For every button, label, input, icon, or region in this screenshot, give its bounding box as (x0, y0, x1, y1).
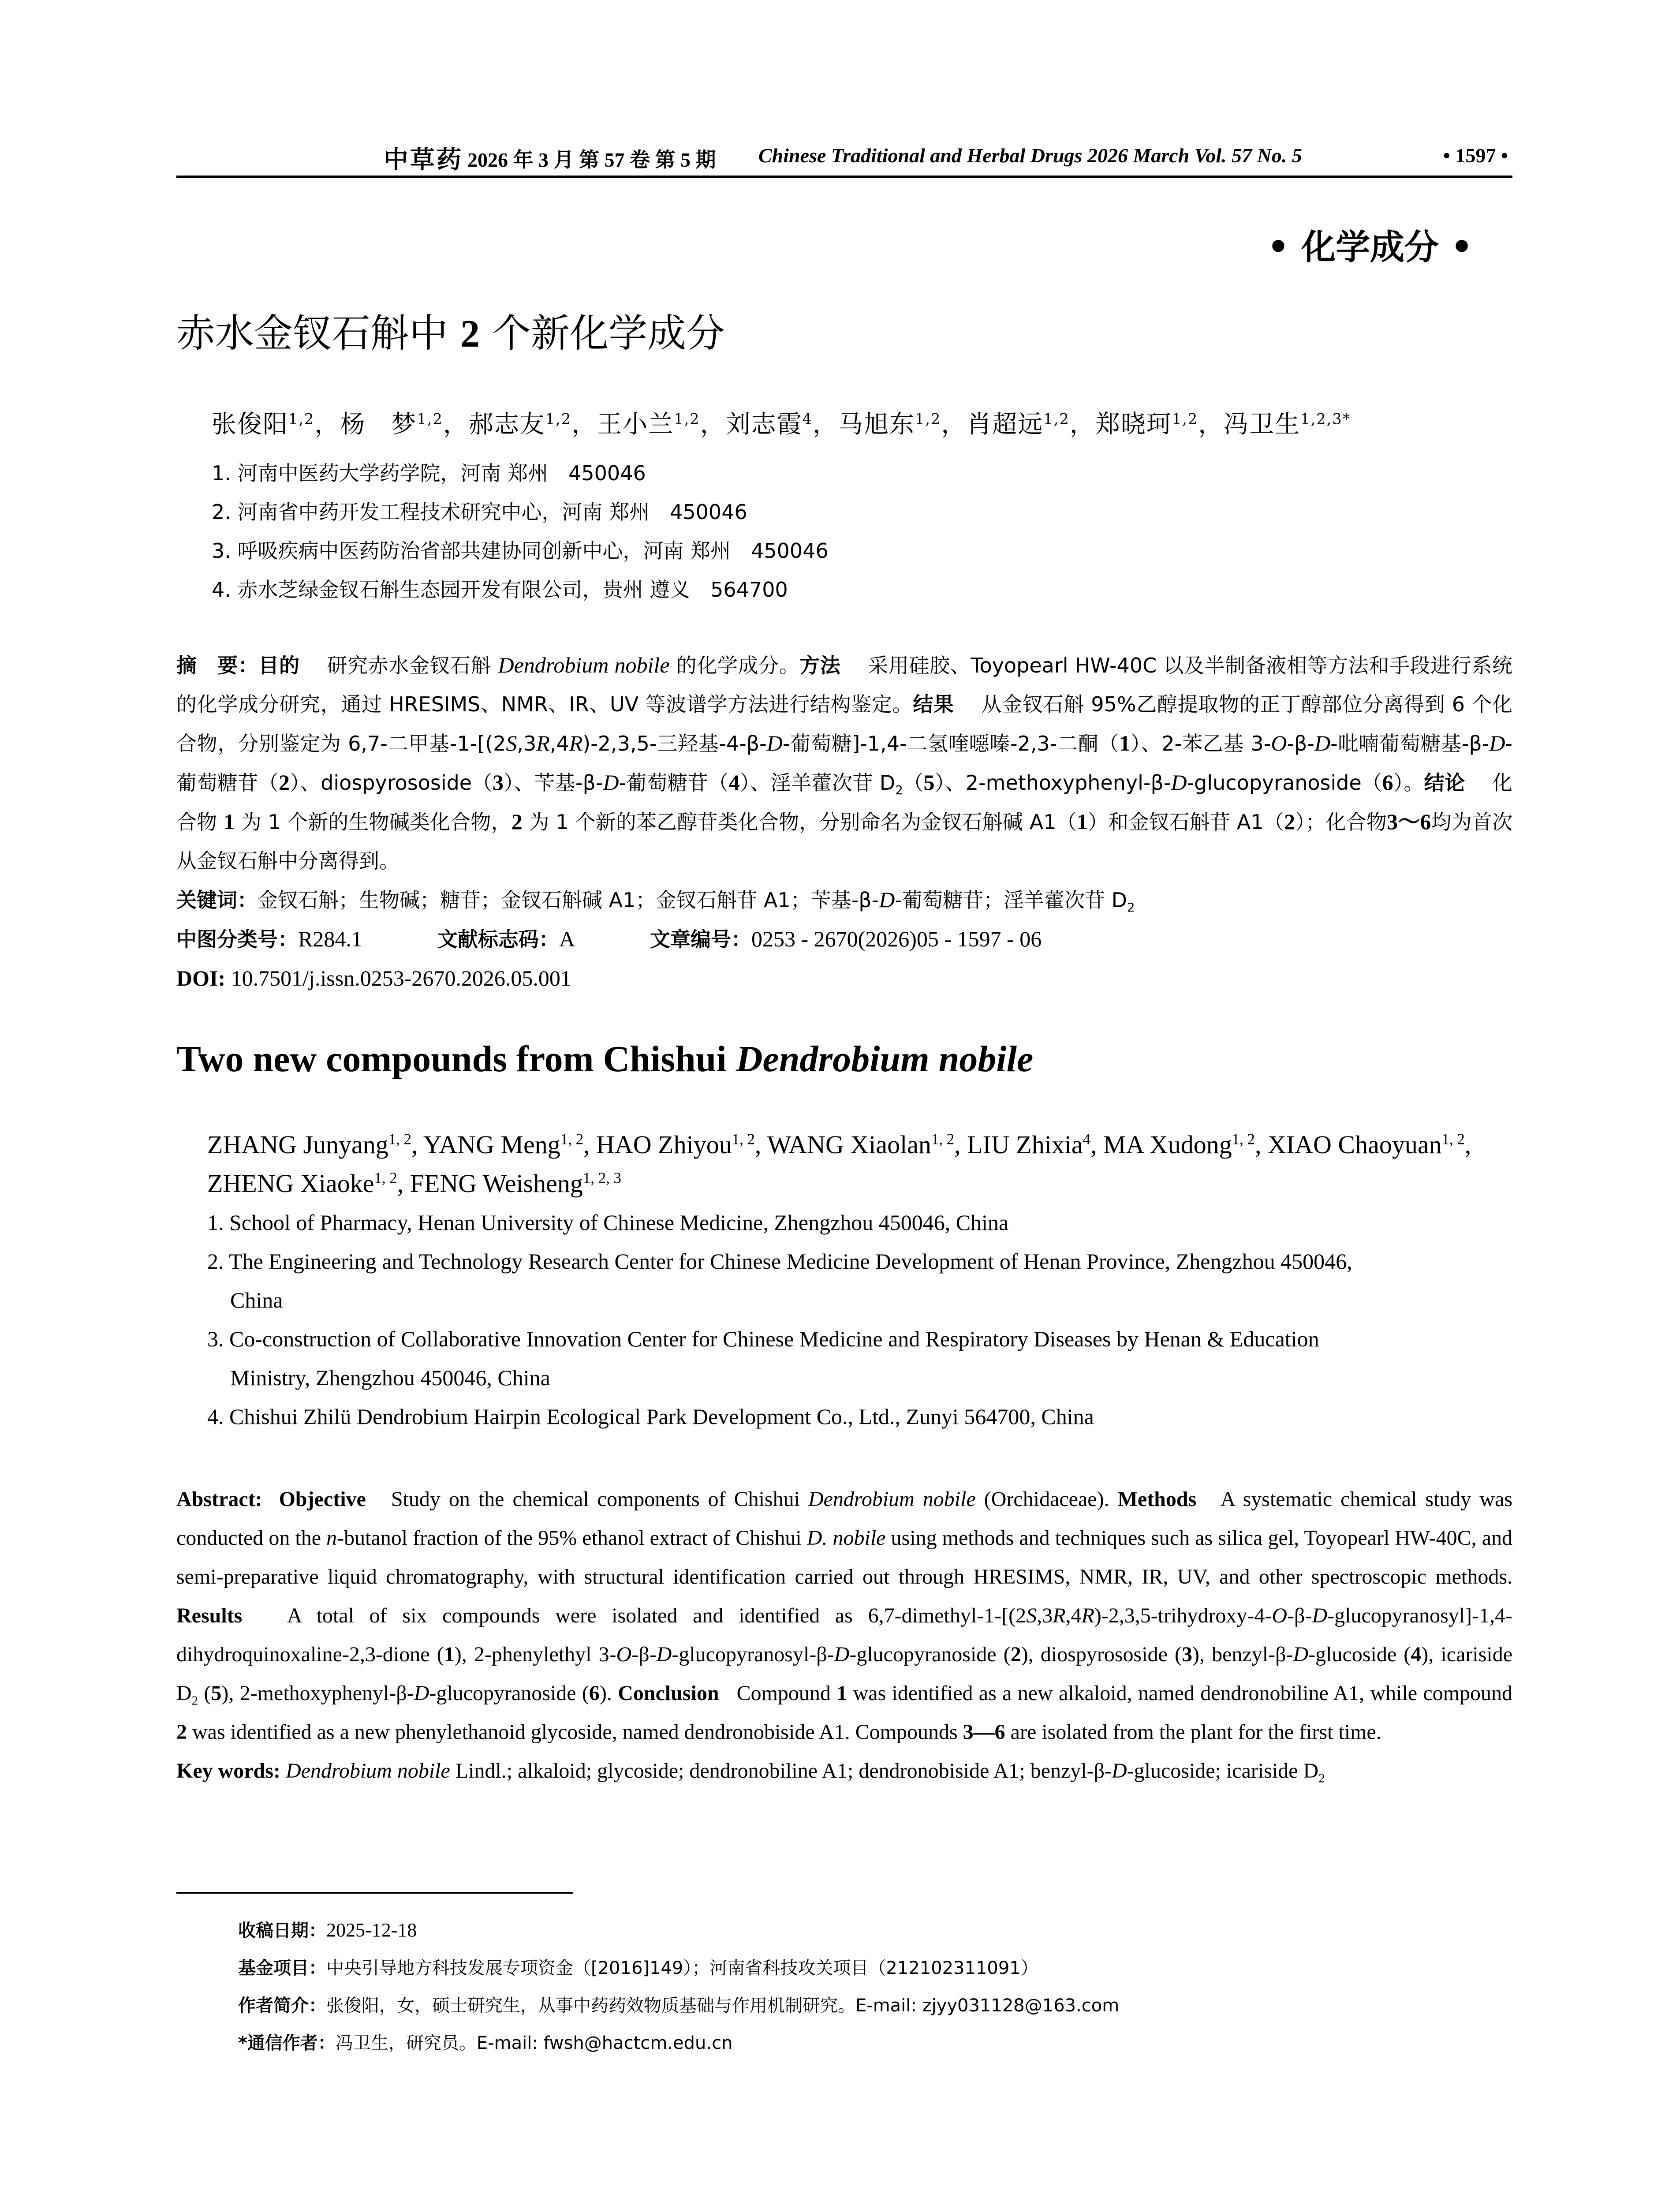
title-en-text: Two new compounds from Chishui (176, 1039, 727, 1080)
author-affiliation-mark: 1, 2 (1441, 1130, 1465, 1148)
compound-number: 2 (176, 1720, 187, 1744)
results-fragment: -glucopyranoside ( (429, 1682, 589, 1705)
results-fragment: -glucopyranosyl]-1,4-dihydroquinoxaline-2,3-dione ( (176, 1604, 1513, 1666)
affiliations-en (176, 1203, 1512, 1436)
compound-range: 3～6 (1387, 809, 1431, 834)
config-o: O (1272, 1604, 1288, 1627)
article-number-value: 0253 - 2670(2026)05 - 1597 - 06 (751, 927, 1042, 951)
stereo-r: R (569, 731, 583, 755)
affiliation-en-4-text: 4. Chishui Zhilü Dendrobium Hairpin Ecological Park Development Co., Ltd., Zunyi 564700, China (207, 1404, 1094, 1429)
results-fragment: ,3 (517, 732, 537, 755)
running-header (176, 140, 1512, 176)
author-cn: 张俊阳 (212, 410, 288, 439)
footnote-author-bio (238, 1987, 1512, 2025)
affiliation-en-1 (207, 1203, 1512, 1242)
objective-text-cn: 研究赤水金钗石斛 (327, 654, 492, 677)
results-fragment: ), benzyl-β- (1192, 1643, 1293, 1666)
results-fragment: ）、苄基-β- (503, 771, 603, 795)
affiliation-en-4 (207, 1397, 1512, 1436)
results-fragment: ）。 (1393, 771, 1424, 795)
config-d: D (1171, 770, 1187, 795)
bio-value: 张俊阳，女，硕士研究生，从事中药药效物质基础与作用机制研究。E-mail: zjyy031128@163.com (326, 1996, 1120, 2016)
author-en: FENG Weisheng (410, 1169, 583, 1198)
compound-number: 5 (211, 1682, 222, 1705)
methods-text-cn: 采用硅胶、Toyopearl HW-40C 以及半制备液相等方法和手段进行系统的化学成分研究，通过 HRESIMS、NMR、IR、UV 等波谱学方法进行结构鉴定。 (176, 654, 1513, 716)
author-list-en: ZHANG Junyang$^{1, 2}$, YANG Meng$^{1, 2}$, HAO Zhiyou$^{1, 2}$, WANG Xiaolan$^{1, 2}$, LIU Zhixia$^4$, MA Xudong$^{1, 2}$, XIAO Chaoyuan$^{1, 2}$, ZHENG Xiaoke$^{1, 2}$, FENG Weisheng$^{1, 2, 3}$ (207, 1130, 1471, 1198)
issue-info-en (758, 144, 1302, 167)
doi-line (176, 959, 1512, 998)
conclusion-fragment: ）和金钗石斛苷 A1（ (1087, 810, 1284, 834)
results-text-cn: 从金钗石斛 95%乙醇提取物的正丁醇部位分离得到 6 个化合物，分别鉴定为 6,7-二甲基-1-[(2 (176, 692, 1512, 755)
conclusion-label-en: Conclusion (618, 1682, 719, 1705)
compound-number: 5 (923, 770, 935, 795)
objective-label-cn: 目的 (258, 654, 300, 677)
title-cn-part1: 赤水金钗石斛中 (176, 310, 448, 356)
stereo-s: S (506, 731, 517, 755)
author-affiliation-mark: 1,2 (1172, 410, 1198, 428)
keywords-text-cn-2: -葡萄糖苷；淫羊藿次苷 D (895, 888, 1127, 912)
conclusion-fragment: was identified as a new phenylethanoid glycoside, named dendronobiside A1. Compounds (192, 1720, 958, 1744)
compound-number: 4 (728, 770, 740, 795)
results-fragment: )-2,3,5-三羟基-4-β- (582, 732, 767, 755)
author-cn: 杨 梦 (340, 410, 417, 439)
compound-number: 1 (1076, 809, 1088, 834)
abstract-en-label: Abstract: (176, 1487, 262, 1511)
affiliation-en-1-text: 1. School of Pharmacy, Henan University of Chinese Medicine, Zhengzhou 450046, China (207, 1210, 1009, 1235)
corresponding-value: 冯卫生，研究员。E-mail: fwsh@hactcm.edu.cn (335, 2033, 733, 2053)
author-affiliation-mark: 1,2 (417, 410, 443, 428)
species-name: Dendrobium nobile (285, 1759, 450, 1783)
author-affiliation-mark: 1, 2 (388, 1130, 411, 1148)
author-en: ZHANG Junyang (207, 1130, 388, 1159)
conclusion-fragment: 化合物 (176, 771, 1513, 834)
subscript: 2 (191, 1693, 198, 1708)
author-affiliation-mark: 1,2,3* (1300, 410, 1351, 428)
journal-name-en: Chinese Traditional and Herbal Drugs (758, 144, 1083, 167)
config-d: D (656, 1643, 672, 1666)
affiliation-en-2-cont: China (230, 1288, 283, 1312)
config-d: D (1312, 1604, 1328, 1627)
conclusion-fragment: 为 1 个新的苯乙醇苷类化合物，分别命名为金钗石斛碱 A1（ (529, 810, 1077, 834)
footnote-received (238, 1911, 1512, 1950)
config-d: D (603, 770, 619, 795)
abstract-cn-label: 摘 要： (176, 654, 259, 677)
results-fragment: A total of six compounds were isolated and identified as 6,7-dimethyl-1-[(2 (287, 1604, 1027, 1627)
doi-link[interactable]: 10.7501/j.issn.0253-2670.2026.05.001 (231, 966, 571, 990)
stereo-s: S (1026, 1604, 1037, 1627)
keywords-text-en: Lindl.; alkaloid; glycoside; dendronobiline A1; dendronobiside A1; benzyl-β- (455, 1759, 1112, 1783)
config-d: D (1111, 1759, 1127, 1783)
keywords-text-cn: 金钗石斛；生物碱；糖苷；金钗石斛碱 A1；金钗石斛苷 A1；苄基-β- (258, 888, 879, 912)
title-cn-number: 2 (460, 313, 480, 355)
author-en: XIAO Chaoyuan (1267, 1130, 1442, 1159)
objective-text-en: Study on the chemical components of Chishui (391, 1487, 800, 1511)
bio-label: 作者简介： (238, 1996, 326, 2016)
subscript: 2 (895, 783, 903, 798)
results-fragment: ）、2-苯乙基 3- (1130, 732, 1271, 755)
compound-number: 1 (836, 1682, 847, 1705)
objective-text-cn-2: 的化学成分。 (676, 654, 800, 677)
stereo-r: R (536, 731, 550, 755)
author-en: MA Xudong (1103, 1130, 1232, 1159)
methods-label-en: Methods (1117, 1487, 1197, 1511)
author-cn: 郝志友 (468, 410, 545, 439)
footnote-rule (176, 1892, 573, 1894)
affiliation-en-3-cont: Ministry, Zhengzhou 450046, China (230, 1365, 550, 1390)
compound-number: 6 (1382, 770, 1393, 795)
author-affiliation-mark: 1, 2 (931, 1130, 955, 1148)
conclusion-fragment: was identified as a new alkaloid, named dendronobiline A1, while compound (853, 1682, 1513, 1705)
author-affiliation-mark: 1,2 (545, 410, 572, 428)
author-cn: 王小兰 (597, 410, 674, 439)
page-number: • 1597 • (1443, 144, 1508, 167)
fund-label: 基金项目： (238, 1958, 326, 1978)
doc-code-value: A (559, 927, 575, 951)
affiliation-en-2 (207, 1242, 1512, 1319)
journal-name-cn: 中草药 (384, 146, 463, 174)
config-o: O (616, 1643, 632, 1666)
abstract-cn (176, 646, 1512, 880)
received-date: 2025-12-18 (326, 1919, 417, 1941)
affiliation-en-3-text: 3. Co-construction of Collaborative Innovation Center for Chinese Medicine and Respiratory Diseases by Henan & Education (207, 1327, 1319, 1351)
affiliation-en-3 (207, 1319, 1512, 1397)
author-affiliation-mark: 1, 2 (1232, 1130, 1255, 1148)
results-fragment: -吡喃葡萄糖基-β- (1330, 732, 1490, 755)
author-affiliation-mark: 1, 2 (732, 1130, 755, 1148)
author-en: ZHENG Xiaoke (207, 1169, 374, 1198)
n-prefix: n (326, 1526, 337, 1550)
results-fragment: -β- (1287, 732, 1314, 755)
compound-number: 1 (444, 1643, 455, 1666)
compound-number: 1 (1119, 731, 1131, 755)
results-fragment: ,3 (1037, 1604, 1053, 1627)
subscript: 2 (1127, 900, 1135, 915)
compound-number: 6 (589, 1682, 600, 1705)
compound-number: 3 (1182, 1643, 1193, 1666)
config-d: D (1293, 1643, 1309, 1666)
affiliations-cn (176, 454, 1512, 609)
config-d: D (879, 887, 895, 912)
species-name: Dendrobium nobile (808, 1487, 976, 1511)
author-affiliation-mark: 4 (1083, 1130, 1091, 1148)
methods-text-en-2: -butanol fraction of the 95% ethanol extract of Chishui (337, 1526, 802, 1550)
config-o: O (1271, 731, 1287, 755)
page-title-cn (176, 309, 1512, 359)
author-cn: 郑晓珂 (1095, 410, 1172, 439)
species-name: Dendrobium nobile (498, 653, 670, 677)
config-d: D (1489, 731, 1505, 755)
results-fragment: ), diospyrososide ( (1021, 1643, 1182, 1666)
author-affiliation-mark: 1,2 (674, 410, 700, 428)
author-en: LIU Zhixia (967, 1130, 1083, 1159)
conclusion-fragment: Compound (736, 1682, 831, 1705)
methods-label-cn: 方法 (799, 654, 841, 677)
results-fragment: -glucopyranoside ( (849, 1643, 1011, 1666)
compound-number: 2 (1284, 809, 1295, 834)
results-fragment: ). (599, 1682, 612, 1705)
conclusion-fragment: 为 1 个新的生物碱类化合物， (241, 810, 511, 834)
results-fragment: -葡萄糖]-1,4-二氢喹噁嗪-2,3-二酮（ (782, 732, 1120, 755)
author-en: WANG Xiaolan (767, 1130, 931, 1159)
config-d: D (766, 731, 783, 755)
objective-text-en-2: (Orchidaceae). (984, 1487, 1109, 1511)
subscript: 2 (1318, 1771, 1325, 1786)
stereo-r: R (1081, 1604, 1094, 1627)
objective-label-en: Objective (279, 1487, 366, 1511)
compound-number: 4 (1411, 1643, 1422, 1666)
results-fragment: -glucopyranosyl-β- (672, 1643, 834, 1666)
keywords-en (176, 1752, 1512, 1790)
compound-number: 1 (224, 809, 235, 834)
title-cn-part2: 个新化学成分 (492, 310, 725, 356)
footnote-fund (238, 1950, 1512, 1987)
stereo-r: R (1053, 1604, 1066, 1627)
compound-range: 3—6 (963, 1720, 1005, 1744)
affiliation-en-2-text: 2. The Engineering and Technology Research Center for Chinese Medicine Development of Henan Province, Zhengzhou 450046, (207, 1249, 1352, 1274)
conclusion-fragment: are isolated from the plant for the first time. (1010, 1720, 1381, 1744)
author-affiliation-mark: 1,2 (1043, 410, 1070, 428)
results-label-cn: 结果 (913, 692, 954, 716)
conclusion-fragment: 均为首次从金钗石斛中分离得到。 (176, 810, 1513, 873)
classification-line (176, 919, 1512, 959)
results-fragment: ,4 (1065, 1604, 1082, 1627)
results-fragment: （ (903, 771, 924, 795)
keywords-label-en: Key words: (176, 1759, 280, 1783)
affiliation-cn-4: 4. 赤水芝绿金钗石斛生态园开发有限公司，贵州 遵义 564700 (212, 578, 788, 602)
received-label: 收稿日期： (238, 1921, 326, 1941)
compound-number: 3 (492, 770, 504, 795)
compound-number: 2 (1010, 1643, 1021, 1666)
fund-value: 中央引导地方科技发展专项资金（[2016]149）；河南省科技攻关项目（212102311091） (326, 1958, 1038, 1978)
issue-info-cn: 2026 年 3 月 第 57 卷 第 5 期 (467, 149, 716, 171)
config-d: D (414, 1682, 429, 1705)
results-fragment: )-2,3,5-trihydroxy-4- (1094, 1604, 1272, 1627)
doc-code-label: 文献标志码： (437, 927, 559, 951)
keywords-cn (176, 880, 1512, 919)
author-affiliation-mark: 1,2 (915, 410, 941, 428)
author-affiliation-mark: 1,2 (288, 410, 315, 428)
conclusion-label-cn: 结论 (1424, 771, 1465, 795)
results-fragment: ( (198, 1682, 211, 1705)
author-list-cn: 张俊阳$^{1,2}$，杨 梦$^{1,2}$，郝志友$^{1,2}$，王小兰$^{1,2}$，刘志霞$^4$，马旭东$^{1,2}$，肖超远$^{1,2}$，郑晓珂$^{1,2}$，冯卫生$^{1,2,3*}$ (212, 410, 1351, 439)
results-fragment: -葡萄糖苷（ (619, 771, 729, 795)
issue-date-en: 2026 March Vol. 57 No. 5 (1087, 144, 1302, 167)
results-fragment: ）、淫羊藿次苷 D (739, 771, 896, 795)
results-fragment: -葡萄糖苷（ (176, 732, 1513, 795)
footnotes (176, 1911, 1512, 2062)
methods-text-en: A systematic chemical study was conducted on the (176, 1487, 1513, 1550)
compound-number: 2 (279, 770, 290, 795)
compound-number: 2 (511, 809, 523, 834)
title-en-species: Dendrobium nobile (735, 1039, 1034, 1080)
clc-label: 中图分类号： (176, 927, 298, 951)
footnote-corresponding (238, 2025, 1512, 2062)
corresponding-label: *通信作者： (238, 2033, 336, 2053)
results-fragment: ), icariside D (176, 1643, 1513, 1705)
results-fragment: ,4 (549, 732, 569, 755)
results-fragment: -β- (1287, 1604, 1312, 1627)
keywords-text-en-2: -glucoside; icariside D (1127, 1759, 1319, 1783)
conclusion-fragment: ）；化合物 (1295, 810, 1387, 834)
author-en: HAO Zhiyou (596, 1130, 732, 1159)
clc-value: R284.1 (298, 927, 362, 951)
results-fragment: -β- (631, 1643, 657, 1666)
page-title-en (176, 1035, 1512, 1084)
config-d: D (1314, 731, 1331, 755)
results-fragment: ）、2-methoxyphenyl-β- (934, 771, 1171, 795)
affiliation-cn-1: 1. 河南中医药大学药学院，河南 郑州 450046 (212, 461, 646, 485)
keywords-label-cn: 关键词： (176, 888, 258, 912)
results-fragment: ）、diospyrososide（ (290, 771, 493, 795)
author-cn: 马旭东 (838, 410, 915, 439)
config-d: D (834, 1643, 850, 1666)
affiliation-cn-3: 3. 呼吸疾病中医药防治省部共建协同创新中心，河南 郑州 450046 (212, 539, 829, 563)
results-fragment: ), 2-phenylethyl 3- (454, 1643, 616, 1666)
abstract-en (176, 1480, 1512, 1752)
author-cn: 刘志霞 (725, 410, 803, 439)
doi-label: DOI: (176, 966, 226, 990)
author-affiliation-mark: 1, 2, 3 (582, 1169, 621, 1187)
results-fragment: -glucoside ( (1308, 1643, 1411, 1666)
column-tag: • 化学成分 • (1267, 228, 1473, 267)
methods-text-en-3: using methods and techniques such as silica gel, Toyopearl HW-40C, and semi-preparative liquid chromatography, with structural identification carried out through HRESIMS, NMR, IR, UV, and other spectroscopic methods. (176, 1526, 1513, 1588)
results-label-en: Results (176, 1604, 243, 1627)
author-cn: 肖超远 (967, 410, 1044, 439)
author-affiliation-mark: 4 (802, 410, 813, 428)
species-short: D. nobile (806, 1526, 886, 1550)
author-cn: 冯卫生 (1224, 410, 1301, 439)
author-en: YANG Meng (423, 1130, 560, 1159)
results-fragment: ), 2-methoxyphenyl-β- (221, 1682, 414, 1705)
author-affiliation-mark: 1, 2 (560, 1130, 583, 1148)
results-fragment: -glucopyranoside（ (1187, 771, 1382, 795)
header-rule (176, 176, 1512, 178)
affiliation-cn-2: 2. 河南省中药开发工程技术研究中心，河南 郑州 450046 (212, 500, 747, 524)
article-number-label: 文章编号： (650, 927, 751, 951)
author-affiliation-mark: 1, 2 (374, 1169, 397, 1187)
